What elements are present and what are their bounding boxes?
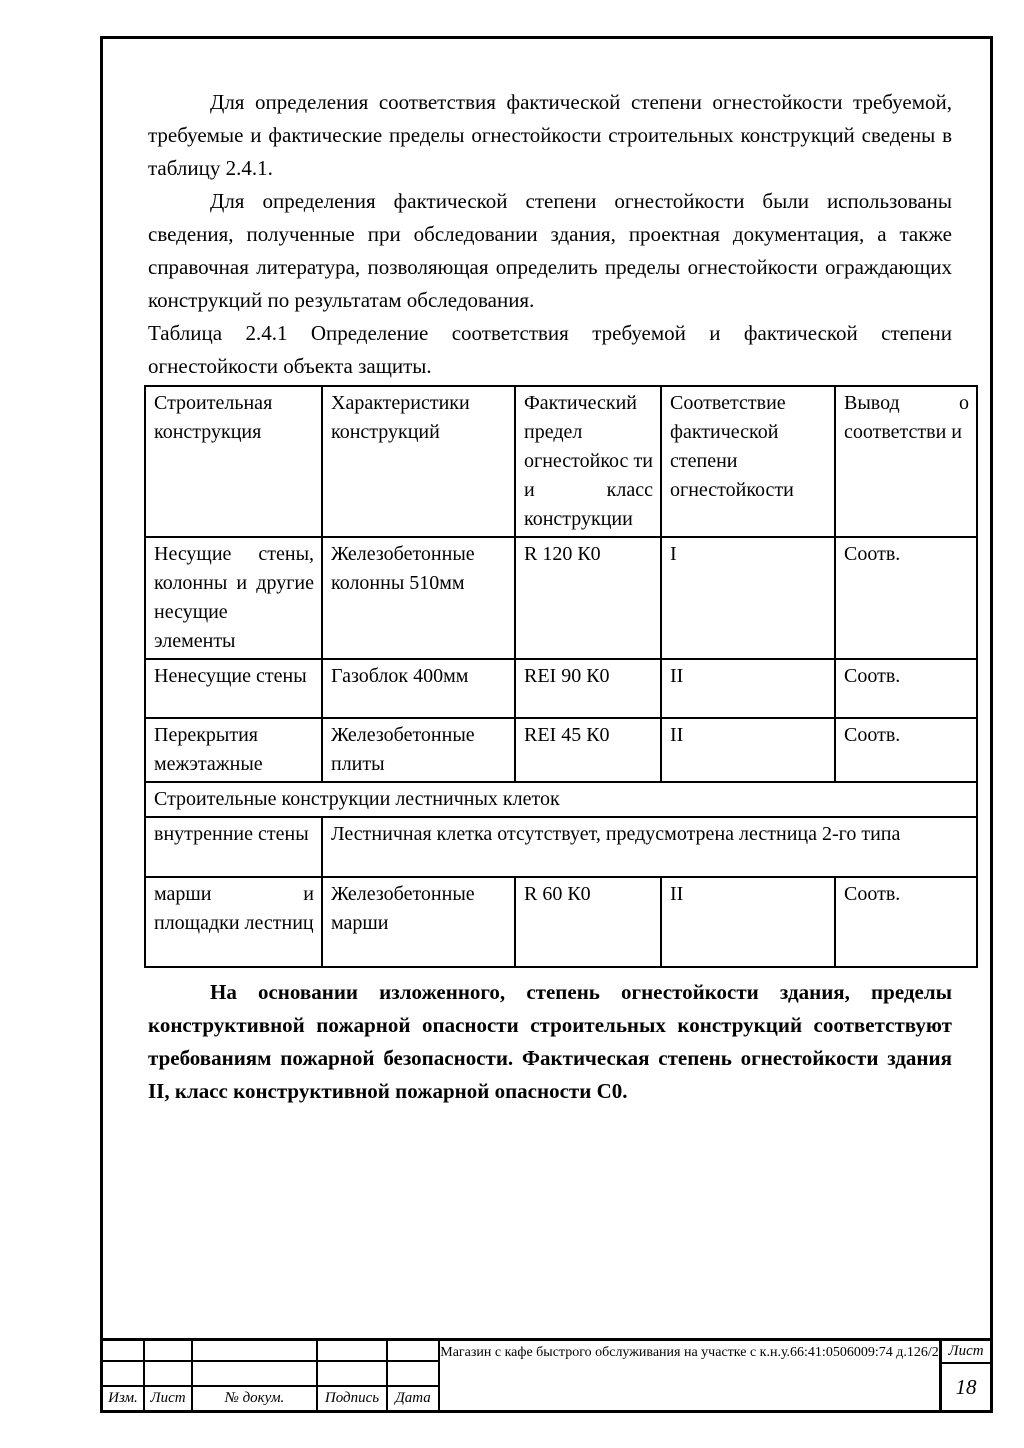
stamp-label-podpis: Подпись [318,1387,388,1410]
cell-slabs-degree: II [661,718,835,782]
cell-slabs-characteristic: Железобетонные плиты [322,718,515,782]
table-row [145,817,977,877]
stamp-empty-cell [103,1341,145,1362]
table-row [145,718,977,782]
fire-resistance-table [144,385,978,968]
cell-slabs: Перекрытия межэтажные [145,718,322,782]
cell-bearing-limit: R 120 К0 [515,537,661,659]
cell-bearing-conclusion: Соотв. [835,537,977,659]
stamp-empty-cell [145,1341,193,1362]
cell-flights-characteristic: Железобетонные марши [322,877,515,967]
stamp-label-data: Дата [388,1387,440,1410]
cell-nonbearing-conclusion: Соотв. [835,659,977,718]
stamp-empty-cell [318,1362,388,1387]
cell-staircase-section-header: Строительные конструкции лестничных клеток [145,782,977,817]
page-content [148,86,969,1108]
cell-inner-walls-note: Лестничная клетка отсутствует, предусмотрена лестница 2-го типа [322,817,977,877]
stamp-label-docnum: № докум. [193,1387,318,1410]
header-cell-construction: Строительная конструкция [145,386,322,537]
table-row [145,659,977,718]
table-header-row [145,386,977,537]
cell-nonbearing-limit: REI 90 К0 [515,659,661,718]
stamp-empty-cell [145,1362,193,1387]
stamp-empty-cell [193,1362,318,1387]
cell-slabs-conclusion: Соотв. [835,718,977,782]
cell-bearing-characteristic: Железобетонные колонны 510мм [322,537,515,659]
header-cell-characteristics: Характеристики конструкций [322,386,515,537]
sheet-block [942,1341,990,1410]
sheet-number: 18 [955,1374,977,1399]
table-row [145,537,977,659]
cell-bearing-degree: I [661,537,835,659]
cell-nonbearing-walls: Ненесущие стены [145,659,322,718]
sheet-label: Лист [942,1341,990,1364]
stamp-empty-cell [388,1362,440,1387]
stamp-empty-cell [318,1341,388,1362]
table-section-row [145,782,977,817]
cell-flights-conclusion: Соотв. [835,877,977,967]
header-cell-actual-limit: Фактический предел огнестойкос ти и класс конструкции [515,386,661,537]
table-row [145,877,977,967]
stamp-revision-grid [103,1341,440,1410]
title-block [100,1338,993,1413]
conclusion-paragraph: На основании изложенного, степень огнестойкости здания, пределы конструктивной пожарной опасности строительных конструкций соответствуют требованиям пожарной безопасности. Фактическая степень огнестойкости здания II, класс конструктивной пожарной опасности С0. [148,980,952,1103]
cell-flights: марши и площадки лестниц [145,877,322,967]
cell-nonbearing-degree: II [661,659,835,718]
stamp-empty-cell [388,1341,440,1362]
cell-nonbearing-characteristic: Газоблок 400мм [322,659,515,718]
cell-inner-walls: внутренние стены [145,817,322,877]
header-cell-correspondence: Соответствие фактической степени огнестойкости [661,386,835,537]
header-cell-conclusion: Вывод о соответстви и [835,386,977,537]
table-caption: Таблица 2.4.1 Определение соответствия требуемой и фактической степени огнестойкости объекта защиты. [148,321,952,378]
stamp-label-list: Лист [145,1387,193,1410]
cell-flights-degree: II [661,877,835,967]
project-title: Магазин с кафе быстрого обслуживания на участке с к.н.у.66:41:0506009:74 д.126/2 [440,1341,942,1410]
cell-flights-limit: R 60 К0 [515,877,661,967]
stamp-empty-cell [193,1341,318,1362]
cell-slabs-limit: REI 45 К0 [515,718,661,782]
paragraph-fire-resistance-intro: Для определения соответствия фактической степени огнестойкости требуемой, требуемые и фактические пределы огнестойкости строительных конструкций сведены в таблицу 2.4.1. [148,90,952,180]
stamp-empty-cell [103,1362,145,1387]
paragraph-survey-sources: Для определения фактической степени огнестойкости были использованы сведения, полученные при обследовании здания, проектная документация, а также справочная литература, позволяющая определить пределы огнестойкости ограждающих конструкций по результатам обследования. [148,189,952,312]
stamp-label-izm: Изм. [103,1387,145,1410]
cell-bearing-walls: Несущие стены, колонны и другие несущие элементы [145,537,322,659]
